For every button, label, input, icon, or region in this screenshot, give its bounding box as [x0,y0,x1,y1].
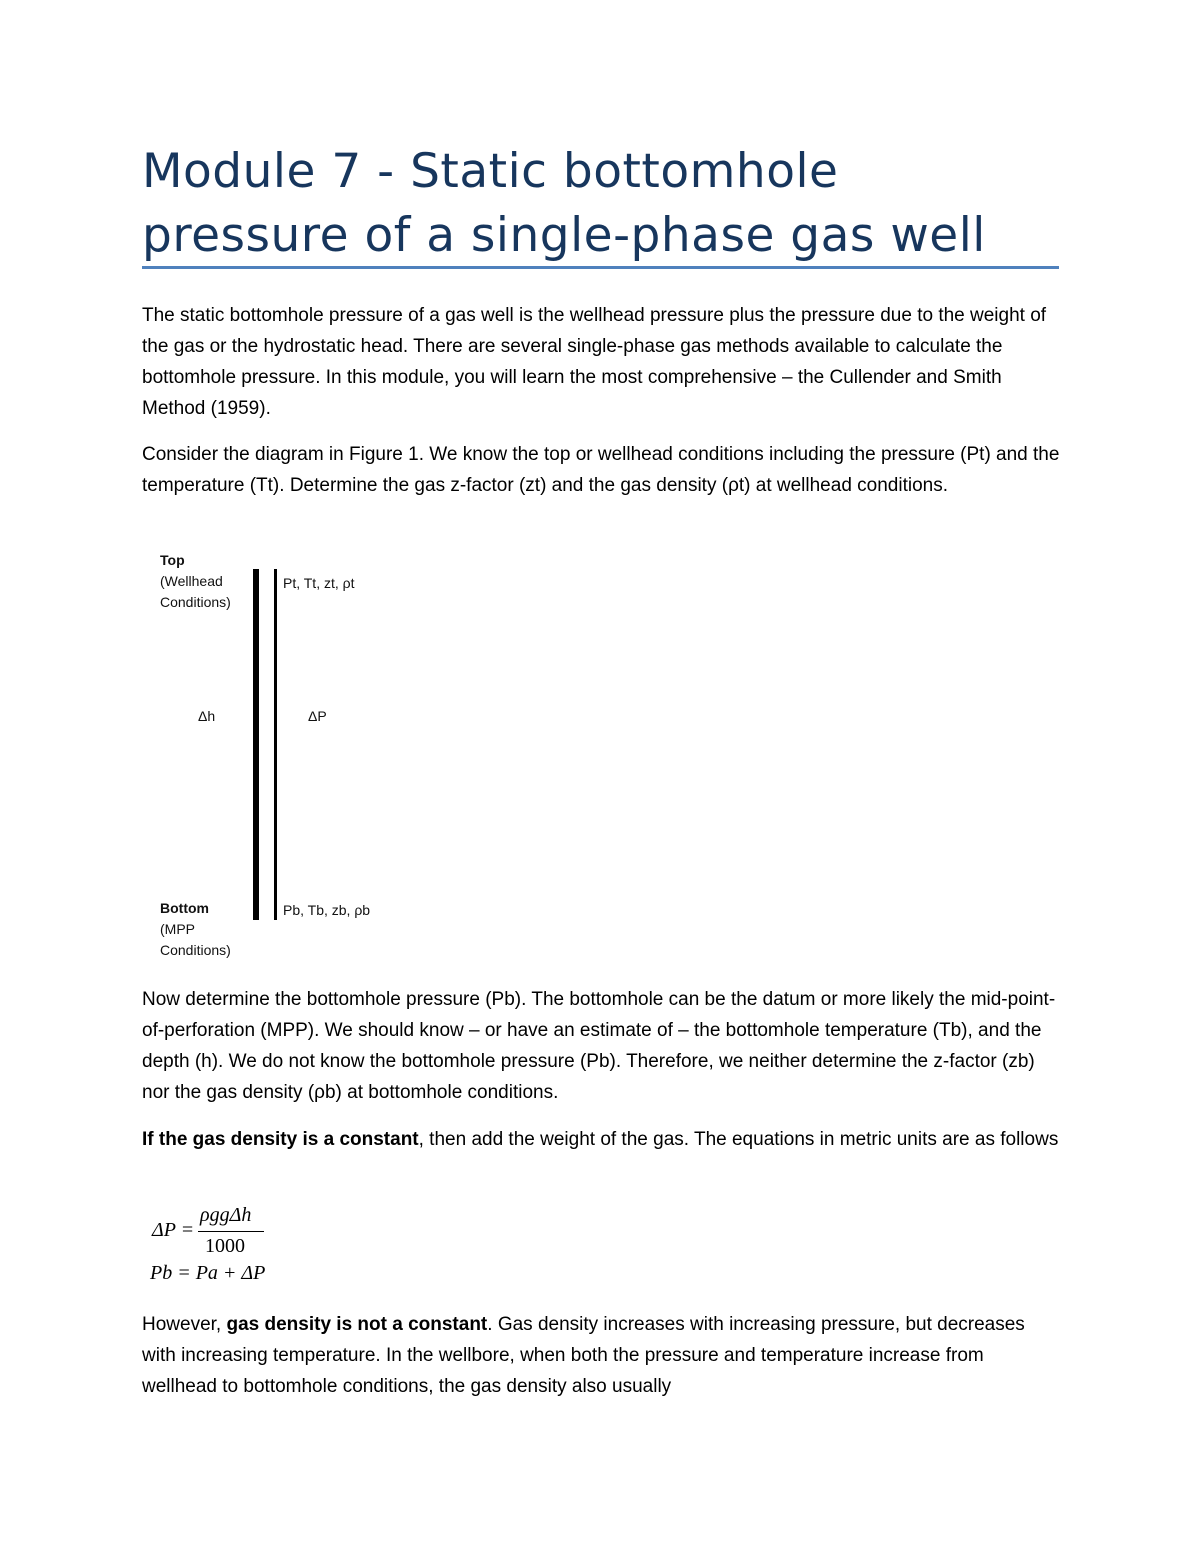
equation-1-numerator: ρggΔh [200,1204,252,1226]
figure-top-sub-1: (Wellhead [160,573,223,589]
figure-bottom-variables: Pb, Tb, zb, ρb [283,902,371,918]
variable-density-text: . Gas density increases with increasing pressure, but decreases with increasing temperature. In the wellbore, when both the pressure and temperature increase from wellhead to bottomhole conditions, the gas density also usually [142,1314,1025,1397]
figure-top-label: Top [160,552,185,568]
figure-delta-h: Δh [198,708,216,724]
constant-density-emphasis: If the gas density is a constant [142,1129,419,1150]
variable-density-paragraph [142,1309,1062,1402]
figure-top-sub-2: Conditions) [160,594,231,610]
page-title-line-1: Module 7 - Static bottomhole [142,144,839,199]
figure-intro-paragraph: Consider the diagram in Figure 1. We know the top or wellhead conditions including the pressure (Pt) and the temperature (Tt). Determine the gas z-factor (zt) and the gas density (ρt) at wellhead conditions. [142,444,1060,496]
intro-paragraph: The static bottomhole pressure of a gas well is the wellhead pressure plus the pressure due to the weight of the gas or the hydrostatic head. There are several single-phase gas methods available to calculate the bottomhole pressure. In this module, you will learn the most comprehensive – the Cullender and Smith Method (1959). [142,305,1047,419]
equation-1-lhs: ΔP = [152,1219,195,1241]
figure-bottom-sub-2: Conditions) [160,942,231,958]
wellbore-left-wall [253,569,259,920]
variable-density-lead: However, [142,1314,227,1335]
figure-bottom-label: Bottom [160,900,209,916]
constant-density-paragraph [142,1124,1062,1155]
variable-density-emphasis: gas density is not a constant [226,1314,488,1335]
equation-1-fraction-bar [198,1231,264,1232]
figure-delta-p: ΔP [308,708,327,724]
figure-top-variables: Pt, Tt, zt, ρt [283,575,355,591]
page-title [142,140,1072,268]
figure-bottom-sub-1: (MPP [160,921,195,937]
equation-2: Pb = Pa + ΔP [150,1262,266,1284]
equation-1-denominator: 1000 [205,1235,245,1257]
bottomhole-paragraph: Now determine the bottomhole pressure (Pb). The bottomhole can be the datum or more likely the mid-point-of-perforation (MPP). We should know – or have an estimate of – the bottomhole temperature (Tb), and the depth (h). We do not know the bottomhole pressure (Pb). Therefore, we neither determine the z-factor (zb) nor the gas density (ρb) at bottomhole conditions. [142,989,1056,1103]
constant-density-text: , then add the weight of the gas. The equations in metric units are as follows [418,1129,1059,1150]
page-title-line-2: pressure of a single-phase gas well [142,208,986,263]
title-underline [142,266,1059,269]
wellbore-right-wall [274,569,277,920]
